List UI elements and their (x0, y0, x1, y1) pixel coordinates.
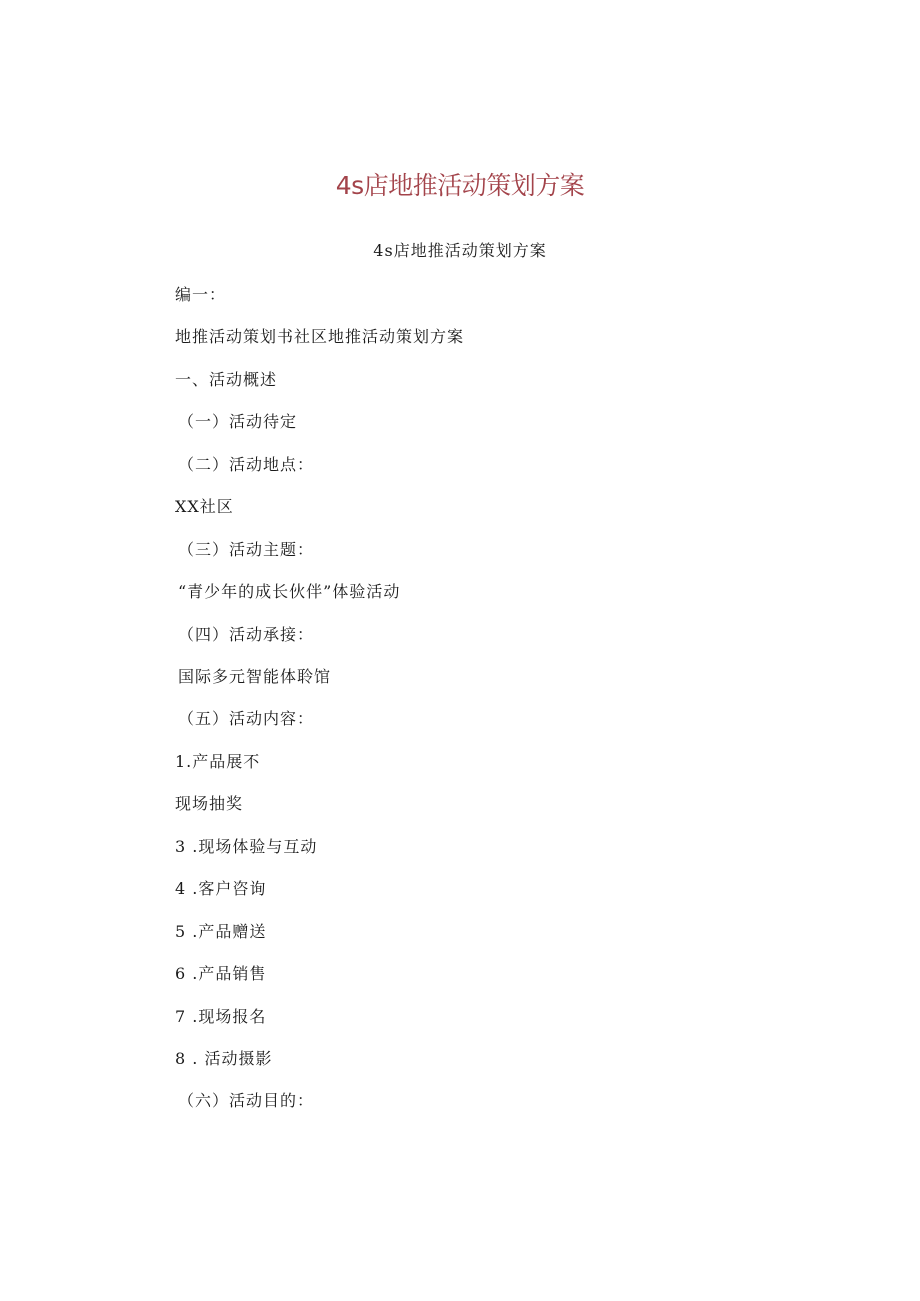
list-item: 8 . 活动摄影 (175, 1049, 273, 1068)
item-heading: （一）活动待定 (178, 412, 298, 431)
item-heading: （六）活动目的： (178, 1091, 315, 1110)
item-value: XX社区 (175, 497, 234, 516)
chapter-heading: 一、活动概述 (175, 370, 278, 389)
list-item: 4 .客户咨询 (175, 879, 267, 898)
list-item: 7 .现场报名 (175, 1007, 267, 1026)
item-heading: （四）活动承接： (178, 625, 315, 644)
document-title: 4s店地推活动策划方案 (335, 171, 585, 200)
list-item: 3 .现场体验与互动 (175, 837, 318, 856)
item-value: 国际多元智能体聆馆 (178, 667, 332, 686)
list-item: 6 .产品销售 (175, 964, 267, 983)
section-label: 编一： (175, 285, 227, 304)
item-heading: （五）活动内容： (178, 709, 315, 728)
document-subtitle: 4s店地推活动策划方案 (373, 241, 547, 260)
item-heading: （三）活动主题： (178, 540, 315, 559)
list-item: 现场抽奖 (175, 794, 244, 813)
plan-heading: 地推活动策划书社区地推活动策划方案 (175, 327, 465, 346)
item-value: “青少年的成长伙伴”体验活动 (178, 582, 401, 601)
item-heading: （二）活动地点： (178, 455, 315, 474)
list-item: 1.产品展不 (175, 752, 261, 771)
list-item: 5 .产品赠送 (175, 922, 267, 941)
